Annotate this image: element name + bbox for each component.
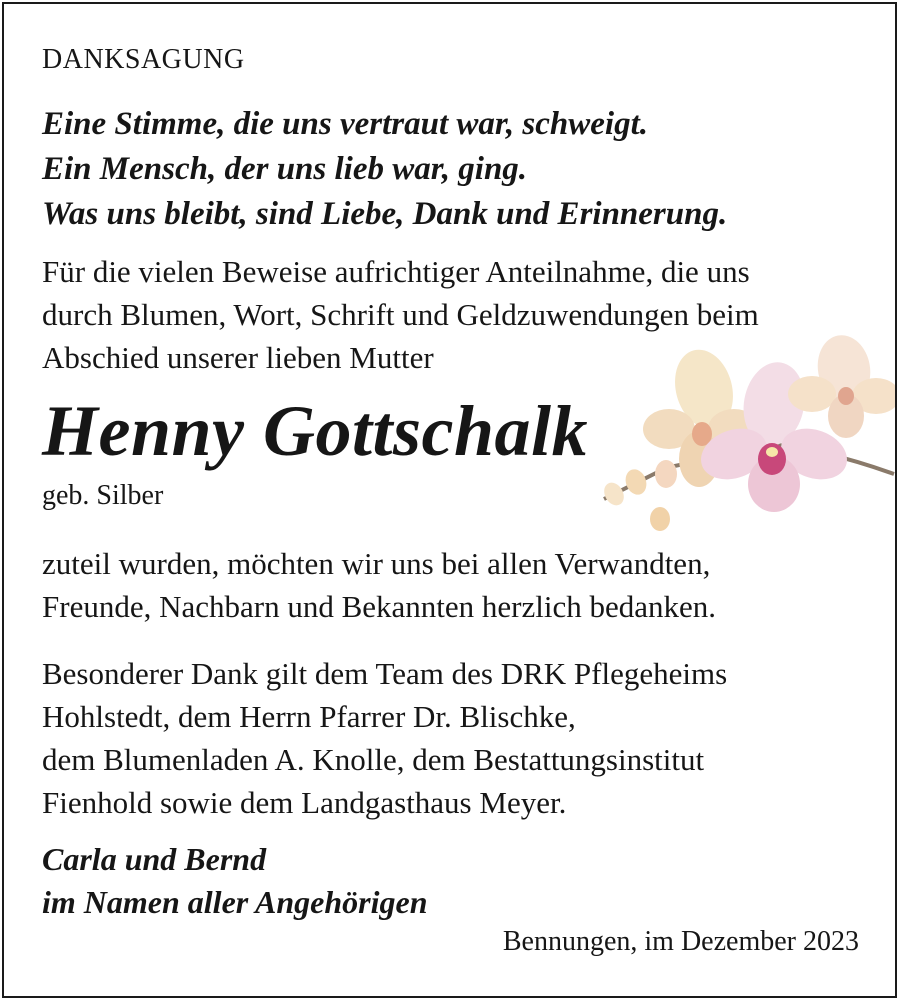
verse — [42, 102, 727, 237]
orchid-icon — [594, 334, 897, 539]
place-date: Bennungen, im Dezember 2023 — [502, 926, 859, 957]
special-thanks-line: Besonderer Dank gilt dem Team des DRK Pflegeheims — [42, 656, 728, 691]
thanks-line: Freunde, Nachbarn und Bekannten herzlich bedanken. — [42, 589, 716, 624]
birth-name: geb. Silber — [42, 480, 164, 511]
special-thanks-paragraph — [42, 652, 727, 824]
verse-line: Was uns bleibt, sind Liebe, Dank und Erinnerung. — [42, 196, 728, 232]
signers — [42, 838, 428, 924]
thanks-paragraph — [42, 542, 716, 628]
signer-line: im Namen aller Angehörigen — [42, 884, 428, 920]
deceased-name: Henny Gottschalk — [42, 391, 589, 471]
thanks-line: zuteil wurden, möchten wir uns bei allen Verwandten, — [42, 546, 711, 581]
special-thanks-line: dem Blumenladen A. Knolle, dem Bestattungsinstitut — [42, 742, 705, 777]
verse-line: Eine Stimme, die uns vertraut war, schweigt. — [42, 106, 649, 142]
special-thanks-line: Hohlstedt, dem Herrn Pfarrer Dr. Blischke, — [42, 699, 576, 734]
verse-line: Ein Mensch, der uns lieb war, ging. — [42, 151, 528, 187]
obituary-card — [2, 2, 897, 998]
intro-line: Abschied unserer lieben Mutter — [42, 340, 434, 375]
special-thanks-line: Fienhold sowie dem Landgasthaus Meyer. — [42, 785, 567, 820]
signer-line: Carla und Bernd — [42, 841, 267, 877]
heading: DANKSAGUNG — [42, 44, 245, 75]
intro-line: durch Blumen, Wort, Schrift und Geldzuwendungen beim — [42, 297, 759, 332]
intro-line: Für die vielen Beweise aufrichtiger Anteilnahme, die uns — [42, 254, 750, 289]
